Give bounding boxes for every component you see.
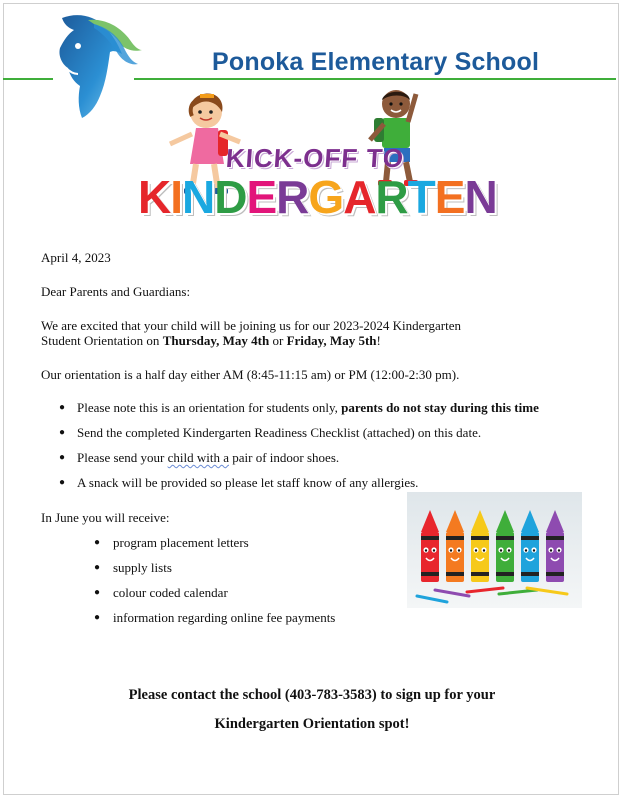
banner-letter: N	[182, 171, 215, 223]
list-item: ● information regarding online fee payments	[94, 610, 335, 625]
note-text: Please note this is an orientation for students only,	[77, 400, 342, 415]
banner-letter: R	[375, 171, 408, 223]
header-rule-right	[134, 78, 616, 80]
list-item: ● supply lists	[94, 560, 335, 575]
list-item: ● Send the completed Kindergarten Readiness Checklist (attached) on this date.	[41, 425, 539, 440]
horse-head-icon	[48, 10, 144, 122]
list-item	[41, 400, 539, 415]
banner-letter: K	[138, 171, 171, 223]
list-item	[41, 450, 539, 465]
list-item: ● A snack will be provided so please let staff know of any allergies.	[41, 475, 539, 490]
intro-end: !	[376, 333, 381, 348]
contact-line-1: Please contact the school (403-783-3583) to sign up for your	[128, 687, 496, 703]
letter-greeting: Dear Parents and Guardians:	[41, 284, 191, 299]
banner-letter: I	[170, 171, 183, 223]
spellcheck-underline-text: child with a	[167, 450, 230, 465]
intro-or: or	[269, 333, 287, 348]
list-item: ● program placement letters	[94, 535, 335, 550]
crayon-characters-photo	[407, 492, 582, 608]
banner-letter: T	[407, 171, 435, 223]
intro-day-1: Thursday, May 4th	[162, 333, 270, 348]
banner-letter: D	[214, 171, 247, 223]
june-intro: In June you will receive:	[41, 510, 170, 525]
contact-line-2: Kindergarten Orientation spot!	[214, 716, 410, 732]
note-text: pair of indoor shoes.	[229, 450, 340, 465]
header-rule-left	[3, 78, 53, 80]
note-text: Please send your	[77, 450, 168, 465]
banner-letter: E	[434, 171, 465, 223]
banner-letter: N	[464, 171, 497, 223]
list-item: ● colour coded calendar	[94, 585, 335, 600]
school-name: Ponoka Elementary School	[212, 48, 540, 76]
intro-text: Student Orientation on	[41, 333, 163, 348]
notes-list	[41, 400, 539, 490]
note-bold: parents do not stay during this time	[341, 400, 539, 415]
banner-letter: R	[276, 171, 309, 223]
banner-letter: E	[246, 171, 277, 223]
orientation-times: Our orientation is a half day either AM (8:45-11:15 am) or PM (12:00-2:30 pm).	[41, 367, 460, 382]
banner-letter: G	[308, 171, 344, 223]
intro-day-2: Friday, May 5th	[286, 333, 377, 348]
banner-kindergarten-text	[138, 170, 497, 224]
banner-kickoff-text: KICK-OFF TO	[224, 143, 406, 173]
intro-line-2	[41, 333, 381, 348]
banner-letter: A	[343, 171, 376, 223]
june-items-list	[94, 535, 335, 625]
letter-date: April 4, 2023	[41, 250, 111, 265]
intro-line-1: We are excited that your child will be joining us for our 2023-2024 Kindergarten	[41, 318, 462, 333]
